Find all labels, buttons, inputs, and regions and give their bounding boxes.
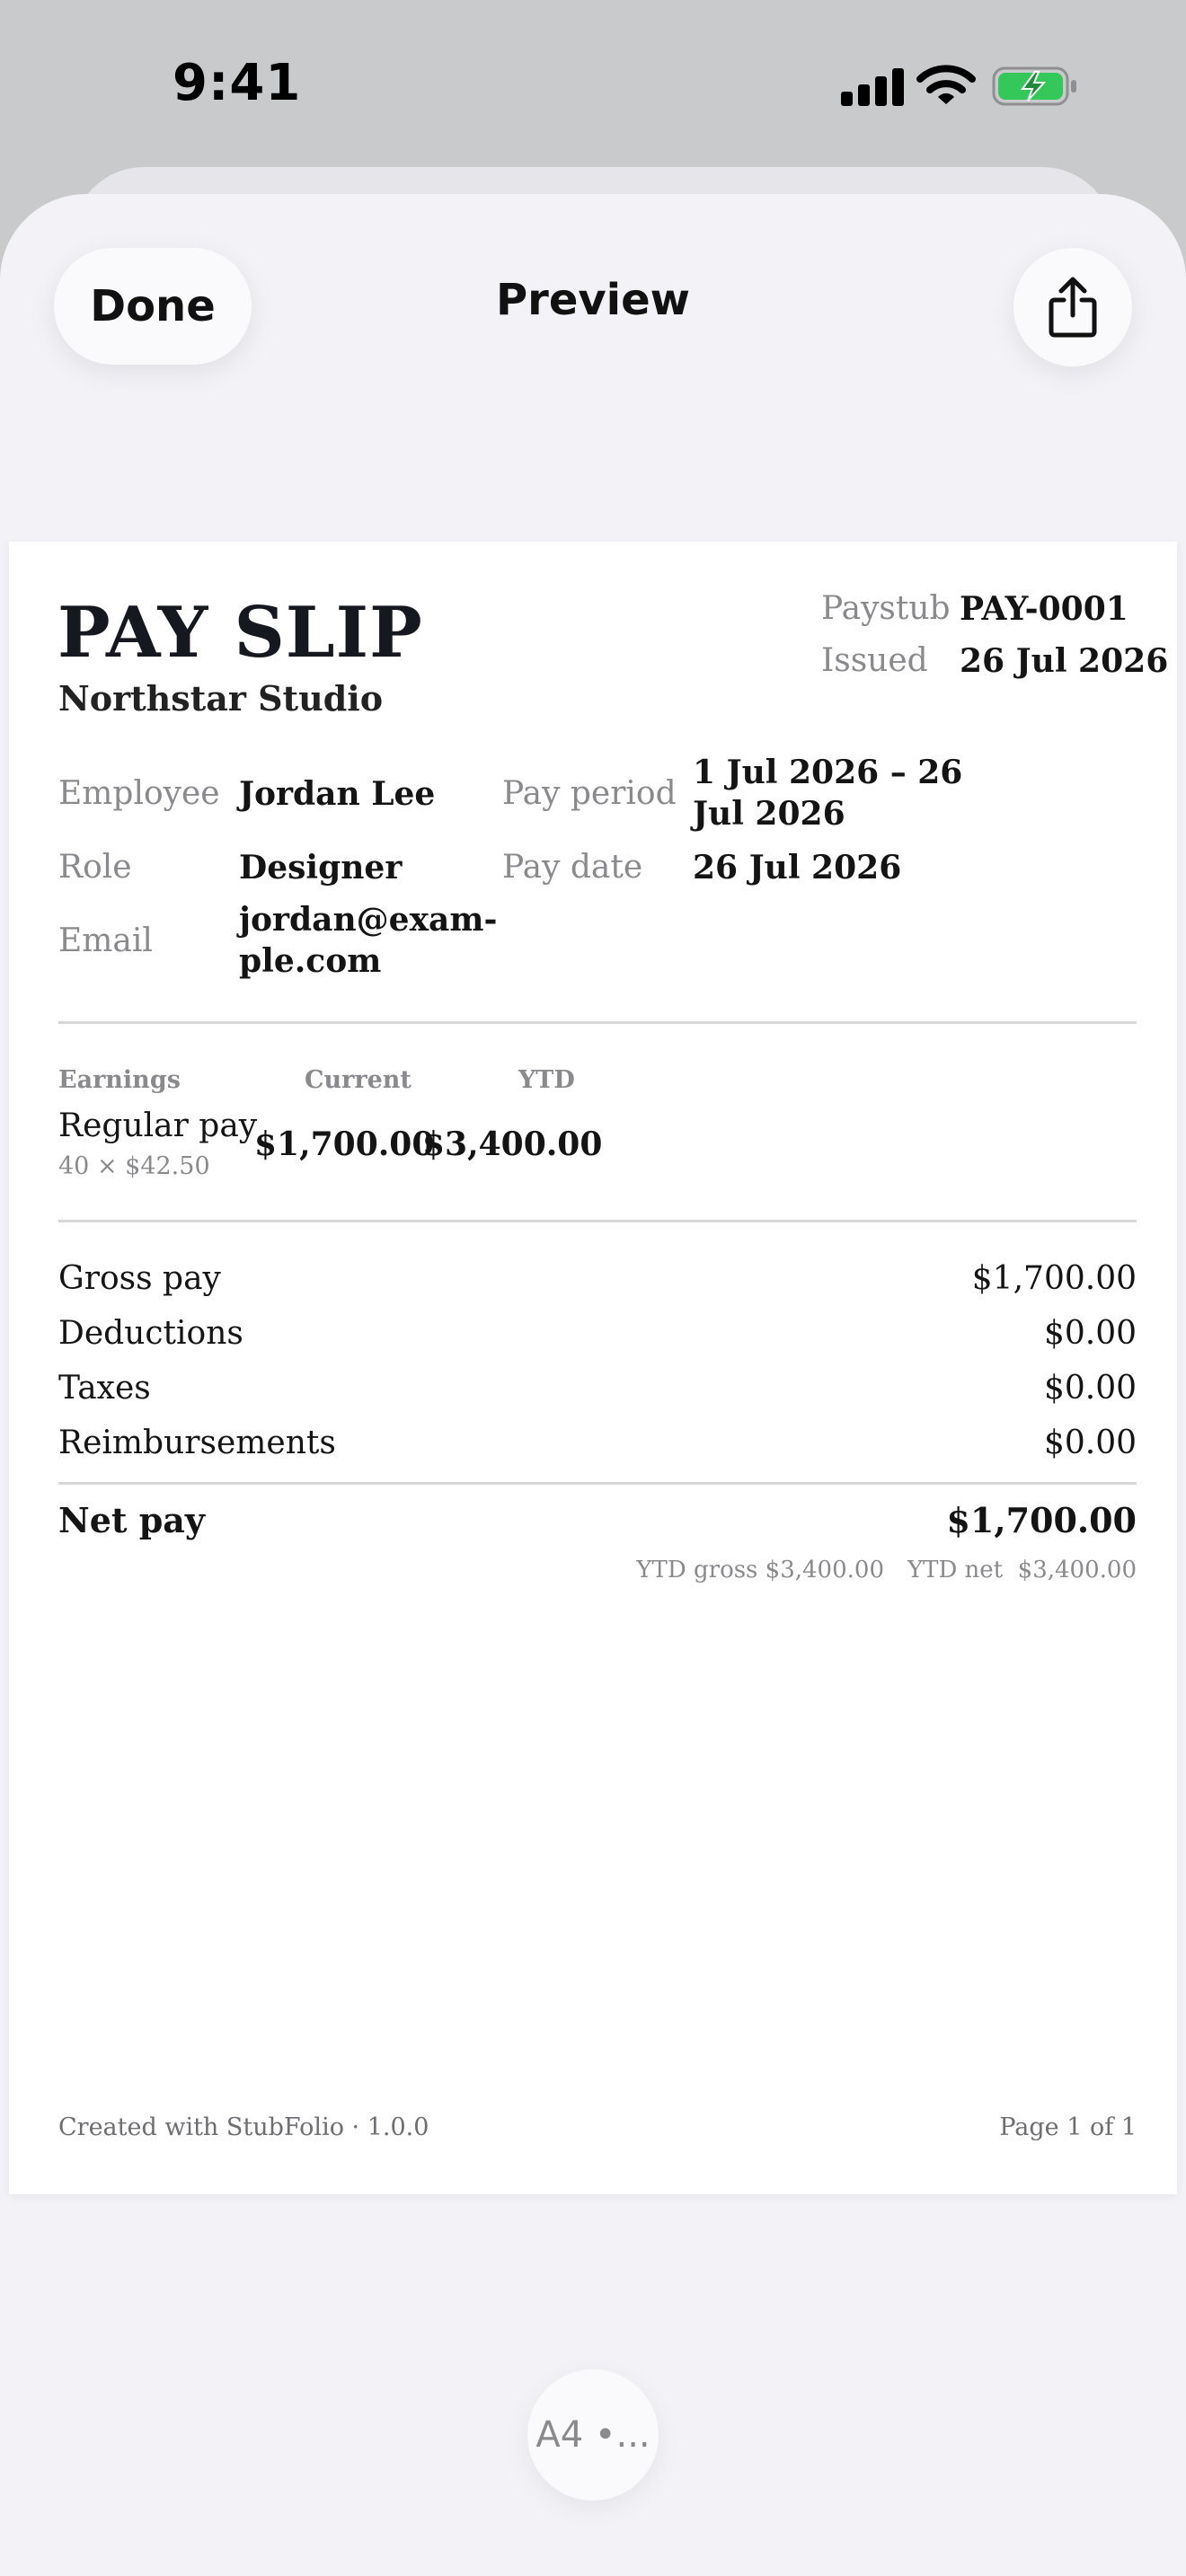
nav-title: Preview [495, 275, 691, 325]
role-value: Designer [239, 849, 403, 887]
battery-charging-icon [992, 66, 1078, 106]
summary-value-taxes: $0.00 [1043, 1370, 1137, 1407]
ytd-header: YTD [518, 1066, 575, 1094]
issued-label: Issued [821, 642, 928, 679]
pay-period-label: Pay period [502, 775, 677, 812]
divider [58, 1220, 1137, 1222]
status-bar [0, 0, 1186, 171]
summary-value-deductions: $0.00 [1043, 1315, 1137, 1352]
email-value-line2: ple.com [239, 942, 382, 980]
pay-period-value-line1: 1 Jul 2026 – 26 [693, 754, 963, 791]
paystub-label: Paystub [821, 590, 951, 627]
page-size-button[interactable]: A4 •... [527, 2369, 659, 2501]
employee-label: Employee [58, 775, 220, 812]
email-value-line1: jordan@exam- [239, 901, 498, 939]
footer-created: Created with StubFolio · 1.0.0 [58, 2113, 429, 2141]
divider [58, 1021, 1137, 1024]
summary-label-deductions: Deductions [58, 1315, 243, 1352]
earnings-header: Earnings [58, 1066, 181, 1094]
wifi-icon [916, 63, 976, 108]
summary-label-gross: Gross pay [58, 1260, 221, 1297]
summary-value-gross: $1,700.00 [971, 1260, 1137, 1297]
earning-name: Regular pay [58, 1107, 258, 1144]
share-button[interactable] [1013, 248, 1132, 366]
company-name: Northstar Studio [58, 678, 384, 719]
pay-date-label: Pay date [502, 849, 643, 886]
pay-period-value-line2: Jul 2026 [693, 795, 845, 833]
document-title: PAY SLIP [58, 592, 423, 674]
summary-label-taxes: Taxes [58, 1370, 151, 1407]
role-label: Role [58, 849, 132, 886]
footer-page: Page 1 of 1 [999, 2113, 1137, 2141]
summary-value-reimbursements: $0.00 [1043, 1425, 1137, 1461]
paystub-value: PAY-0001 [960, 590, 1128, 628]
issued-value: 26 Jul 2026 [960, 642, 1169, 680]
summary-label-reimbursements: Reimbursements [58, 1425, 336, 1461]
payslip-document [9, 542, 1177, 2194]
net-pay-label: Net pay [58, 1500, 205, 1540]
pay-date-value: 26 Jul 2026 [693, 849, 902, 887]
share-icon [1046, 276, 1100, 339]
employee-value: Jordan Lee [239, 775, 436, 813]
earning-detail: 40 × $42.50 [58, 1152, 210, 1180]
ytd-gross-total: YTD gross $3,400.00 [636, 1557, 884, 1584]
done-button[interactable]: Done [54, 248, 252, 365]
status-time: 9:41 [173, 54, 302, 112]
earning-ytd: $3,400.00 [422, 1125, 603, 1163]
current-header: Current [305, 1066, 412, 1094]
divider [58, 1482, 1137, 1485]
ytd-net-total: YTD net $3,400.00 [907, 1557, 1137, 1584]
net-pay-value: $1,700.00 [946, 1500, 1137, 1540]
email-label: Email [58, 922, 153, 959]
earning-current: $1,700.00 [254, 1125, 435, 1163]
cellular-signal-icon [841, 68, 904, 106]
